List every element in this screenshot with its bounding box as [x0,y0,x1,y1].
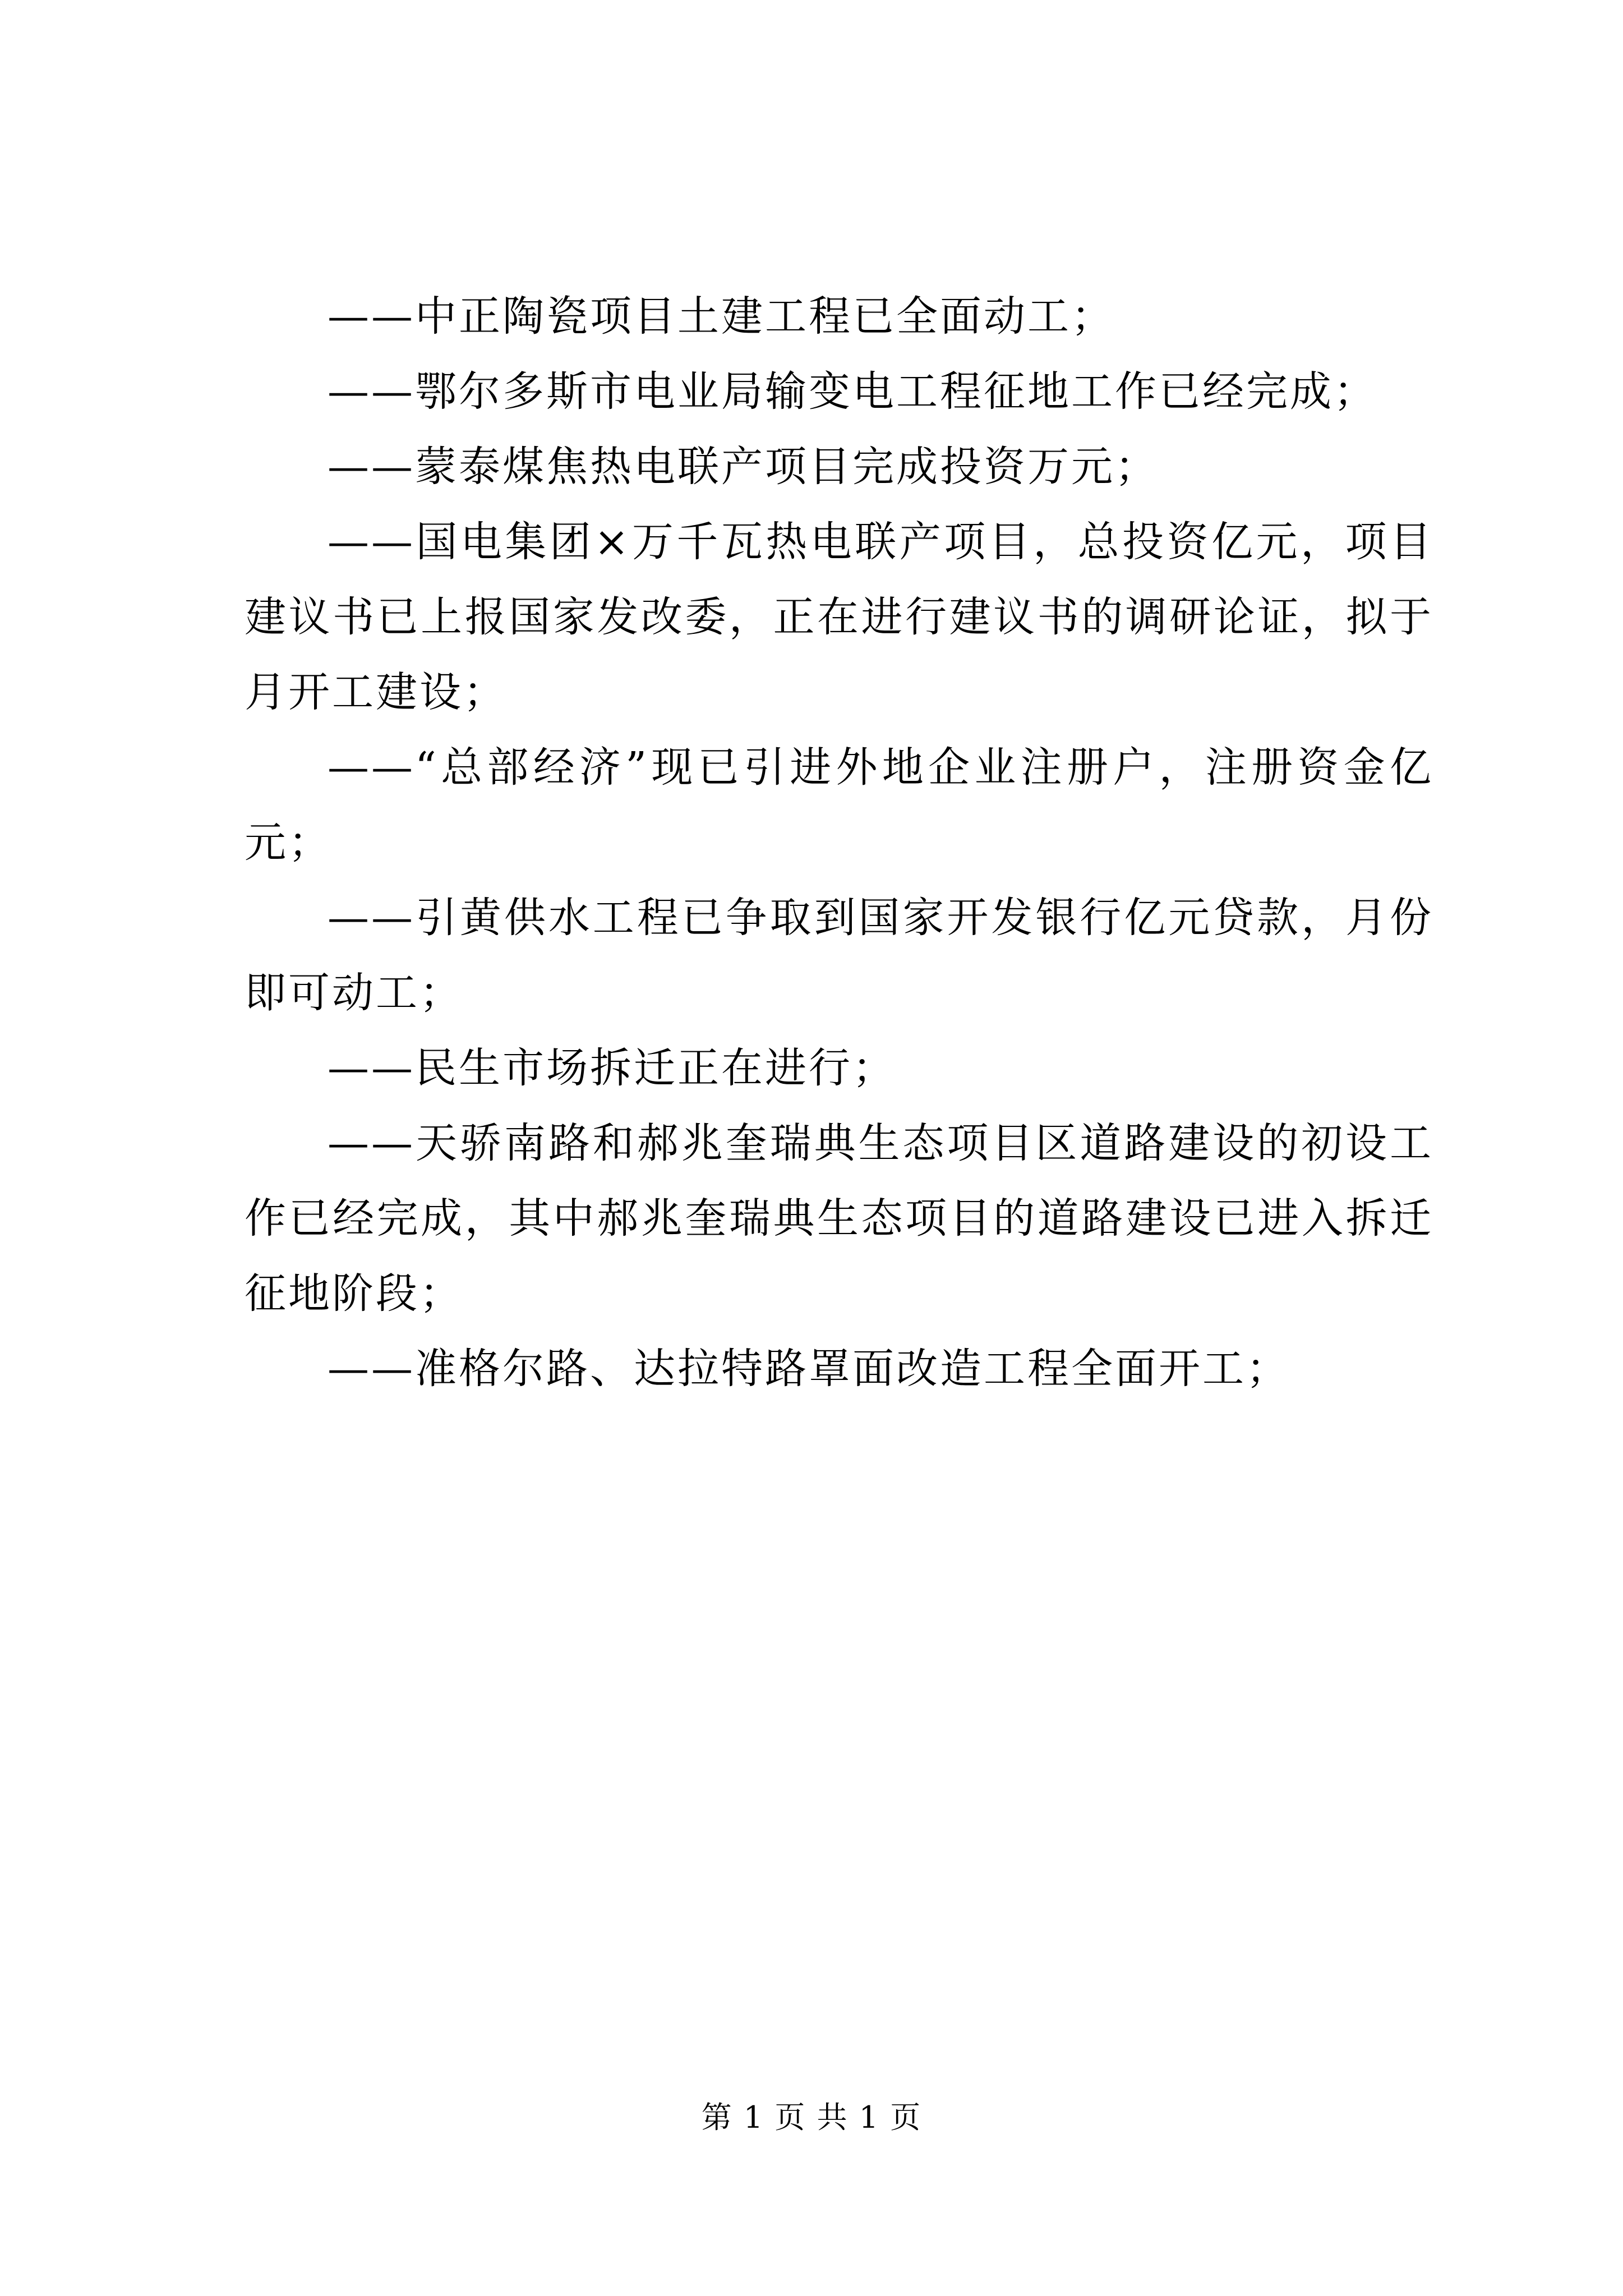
document-body [245,279,1433,1406]
paragraph: ——蒙泰煤焦热电联产项目完成投资万元； [328,443,1159,491]
paragraph: ——准格尔路、达拉特路罩面改造工程全面开工； [328,1345,1290,1393]
paragraph: ——天骄南路和郝兆奎瑞典生态项目区道路建设的初设工作已经完成，其中郝兆奎瑞典生态项目的道路建设已进入拆迁征地阶段； [245,1119,1433,1318]
paragraph: ——“总部经济”现已引进外地企业注册户，注册资金亿元； [245,743,1433,867]
page-footer: 第 1 页 共 1 页 [701,2100,922,2135]
paragraph: ——引黄供水工程已争取到国家开发银行亿元贷款，月份即可动工； [245,894,1433,1017]
paragraph: ——民生市场拆迁正在进行； [328,1044,896,1092]
paragraph: ——国电集团×万千瓦热电联产项目，总投资亿元，项目建议书已上报国家发改委，正在进行建议书的调研论证，拟于月开工建设； [245,518,1433,716]
paragraph: ——中正陶瓷项目土建工程已全面动工； [328,292,1115,341]
paragraph: ——鄂尔多斯市电业局输变电工程征地工作已经完成； [328,367,1377,416]
